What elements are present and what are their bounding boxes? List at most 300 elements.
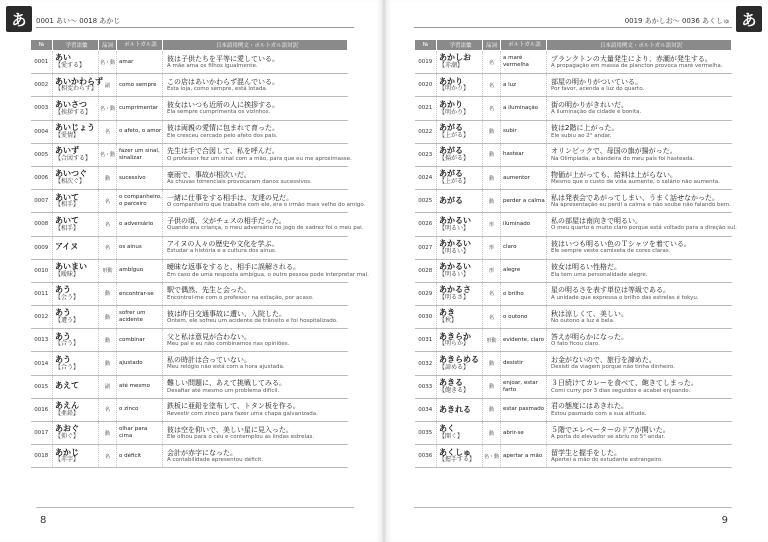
entry-number: 0017 [31,422,53,445]
entry-number: 0011 [31,282,53,305]
entry-example-cell [547,375,732,398]
entry-portuguese: encontrar-se [117,282,163,305]
entry-kanji: 【明かり】 [439,108,470,116]
entry-number: 0022 [415,120,437,143]
entry-word: あかり [439,99,463,109]
header-word: 学習語彙 [437,40,483,51]
entry-part-of-speech: 形動 [99,259,117,282]
entry-kanji: 【会う】 [55,294,80,302]
entry-example-cell [163,306,348,329]
example-portuguese: A iluminação da cidade é bonita. [551,109,642,116]
example-portuguese: A propagação em massa de plancton provoca maré vermelha. [551,62,723,69]
example-portuguese: A contabilidade apresentou déficit. [167,457,264,464]
entry-word: あかるい [439,262,471,272]
example-portuguese: Quando era criança, o meu adversário no jogo de xadrez foi o meu pai. [167,225,364,232]
entry-part-of-speech: 名 [483,306,501,329]
example-japanese: この店はあいかわらず混んでいる。 [167,77,279,86]
entry-kanji: 【明らか】 [439,340,470,348]
header-example: 日本語用例文・ポルトガル語対訳 [547,40,732,51]
entry-portuguese: o outono [501,306,547,329]
example-portuguese: O fato ficou claro. [551,341,600,348]
example-portuguese: Ela tem uma personalidade alegre. [551,271,648,278]
entry-number: 0010 [31,259,53,282]
entry-word: アイヌ [55,242,79,252]
entry-word-cell [437,398,483,421]
entry-example-cell [547,445,732,468]
entry-number: 0031 [415,329,437,352]
entry-portuguese: a maré vermelha [501,51,547,74]
entry-number: 0029 [415,282,437,305]
example-portuguese: O professor fez um sinal com a mão, para que eu me aproximasse. [167,155,352,162]
entry-example-cell [547,352,732,375]
entry-part-of-speech: 名 [99,445,117,468]
entry-part-of-speech: 名 [483,74,501,97]
entry-part-of-speech: 形 [483,236,501,259]
entry-example-cell [163,120,348,143]
entry-word-cell [437,259,483,282]
entry-kanji: 【相次ぐ】 [55,178,86,186]
example-portuguese: O meu quarto é muito claro porque está voltado para a direção sul. [551,225,737,232]
table-row [31,190,348,213]
footer-rule [36,507,354,508]
table-row [31,398,348,421]
example-japanese: 物価が上がっても、給料は上がらない。 [551,170,677,179]
entry-example-cell [163,213,364,236]
entry-example-cell [163,143,352,166]
section-tab: あ [736,6,762,32]
entry-word: あがる [439,146,463,156]
header-pos: 品詞 [99,40,117,51]
example-japanese: プランクトンの大量発生により、赤潮が発生する。 [551,54,712,63]
table-row [31,329,348,352]
table-row [31,51,348,74]
entry-word: あう [55,285,71,295]
entry-part-of-speech: 動 [483,143,501,166]
example-portuguese: Estou pasmado com a sua atitude. [551,410,647,417]
entry-word-cell [437,352,483,375]
example-portuguese: Por favor, acenda a luz do quarto. [551,86,645,93]
entry-kanji: 【明るい】 [439,270,470,278]
entry-kanji: 【相手】 [55,201,80,209]
running-header: 0001 あい〜 0018 あかじ [36,17,121,25]
entry-number: 0028 [415,259,437,282]
entry-part-of-speech: 動 [99,422,117,445]
example-portuguese: Ele cresceu cercado pelo afeto dos pais. [167,132,278,139]
entry-portuguese: o déficit [117,445,163,468]
entry-example-cell [547,74,732,97]
example-portuguese: Apertei a mão do estudante estrangeiro. [551,457,663,464]
example-japanese: 彼は空を仰いで、美しい星に見入った。 [167,425,293,434]
entry-number: 0002 [31,74,53,97]
entry-word-cell [53,352,99,375]
entry-portuguese: os ainus [117,236,163,259]
entry-word: あえて [55,381,79,391]
entry-example-cell [163,329,348,352]
table-row [415,282,732,305]
entry-part-of-speech: 動 [483,120,501,143]
entry-word-cell [53,213,99,236]
example-portuguese: No outono a luz é bela. [551,318,615,325]
entry-word-cell [53,120,99,143]
entry-kanji: 【飽きる】 [439,386,470,394]
header-portuguese: ポルトガル語 [117,40,163,51]
entry-example-cell [547,143,732,166]
entry-number: 0027 [415,236,437,259]
table-row [31,120,348,143]
entry-word-cell [53,166,99,189]
entry-example-cell [163,51,348,74]
entry-portuguese: aumentor [501,166,547,189]
entry-part-of-speech: 名・動 [483,445,501,468]
example-portuguese: Estudar a história e a cultura dos ainus. [167,248,277,255]
table-row [31,166,348,189]
entry-kanji: 【上がる】 [439,131,470,139]
entry-portuguese: ajustado [117,352,163,375]
entry-example-cell [163,74,348,97]
example-japanese: 星の明るさを表す単位は等級である。 [551,286,670,295]
example-japanese: 豪雨で、事故が相次いだ。 [167,170,251,179]
entry-number: 0025 [415,190,437,213]
entry-part-of-speech: 形動 [483,329,501,352]
entry-word: あおぐ [55,424,79,434]
entry-example-cell [163,398,348,421]
entry-kanji: 【相手】 [55,224,80,232]
example-japanese: 君の態度にはあきれた。 [551,402,628,411]
entry-portuguese: claro [501,236,547,259]
entry-example-cell [547,120,732,143]
example-portuguese: Meu pai e eu não combinamos nas opiniões. [167,341,290,348]
example-portuguese: Desafiar até mesmo um problema difícil. [167,387,280,394]
example-japanese: 留学生と握手をした。 [551,448,621,457]
example-japanese: 私の部屋は南向きで明るい。 [551,216,642,225]
entry-example-cell [547,166,732,189]
entry-kanji: 【遭う】 [55,317,80,325]
vocab-table [30,39,369,468]
entry-word: あかるい [439,238,471,248]
page-number: 8 [40,515,47,526]
entry-number: 0026 [415,213,437,236]
entry-part-of-speech: 動 [483,375,501,398]
example-japanese: 私は発表会であがってしまい、うまく話せなかった。 [551,193,719,202]
entry-word-cell [437,190,483,213]
entry-part-of-speech: 名・動 [99,51,117,74]
example-portuguese: A mãe ama os filhos igualmente. [167,62,258,69]
gutter-line [384,0,385,542]
table-header-row [415,40,732,51]
entry-word-cell [437,74,483,97]
entry-word: あがる [439,169,463,179]
table-body [415,51,737,468]
entry-portuguese: apertar a mão [501,445,547,468]
entry-part-of-speech: 動 [99,329,117,352]
example-japanese: 彼は子供たちを平等に愛している。 [167,54,279,63]
example-portuguese: Ele olhou para o céu e contemplou as lindas estrelas. [167,433,315,440]
entry-word: あいさつ [55,99,87,109]
entry-word-cell [53,236,99,259]
entry-kanji: 【握手する】 [439,456,476,464]
example-japanese: 街の明かりがきれいだ。 [551,100,628,109]
entry-example-cell [163,97,348,120]
entry-kanji: 【亜鉛】 [55,410,80,417]
entry-kanji: 【秋】 [439,317,458,325]
entry-part-of-speech: 名 [99,120,117,143]
table-row [415,306,732,329]
entry-number: 0004 [31,120,53,143]
entry-part-of-speech: 名・動 [99,143,117,166]
entry-portuguese: estar pasmado [501,398,547,421]
entry-portuguese: alegre [501,259,547,282]
entry-word: あう [55,354,71,364]
entry-word: あかり [439,76,463,86]
entry-example-cell [547,422,732,445]
entry-word-cell [437,422,483,445]
entry-kanji: 【揚がる】 [439,154,470,162]
entry-kanji: 【明るい】 [439,224,470,232]
entry-example-cell [547,97,732,120]
entry-kanji: 【明かり】 [439,85,470,93]
header-example: 日本語用例文・ポルトガル語対訳 [163,40,348,51]
entry-kanji: 【愛情】 [55,131,80,139]
entry-word-cell [53,97,99,120]
entry-word-cell [53,190,99,213]
entry-portuguese: até mesmo [117,375,163,398]
entry-part-of-speech: 動 [99,306,117,329]
example-japanese: 部屋の明かりがついている。 [551,77,642,86]
entry-number: 0005 [31,143,53,166]
entry-number: 0014 [31,352,53,375]
entry-part-of-speech: 動 [483,352,501,375]
table-row [31,352,348,375]
section-tab: あ [6,6,32,32]
example-portuguese: A unidade que expressa o brilho das estrelas é tokyu. [551,294,699,301]
entry-number: 0023 [415,143,437,166]
example-portuguese: As chuvas torrenciais provocaram danos sucessivos. [167,178,312,185]
vocab-table [414,39,737,468]
example-japanese: お金がないので、旅行を諦めた。 [551,356,656,365]
entry-word-cell [437,375,483,398]
example-japanese: 私の時計は合っていない。 [167,356,251,365]
running-header: 0019 あかしお〜 0036 あくしゅ [624,17,730,25]
entry-number: 0020 [415,74,437,97]
entry-word: あきらめる [439,354,479,364]
entry-portuguese: o afeto, o amor [117,120,163,143]
entry-number: 0016 [31,398,53,421]
entry-part-of-speech: 形 [483,259,501,282]
example-portuguese: A porta do elevador se abriu no 5° andar. [551,433,665,440]
entry-kanji: 【愛する】 [55,62,86,70]
entry-word-cell [437,143,483,166]
table-row [415,236,732,259]
example-japanese: 鉄板に亜鉛を塗布して、トタン板を作る。 [167,402,300,411]
example-portuguese: Desisti da viagem porque não tinha dinheiro. [551,364,675,371]
entry-word-cell [437,213,483,236]
entry-number: 0007 [31,190,53,213]
example-portuguese: Na apresentação eu perdi a calma e não soube não falando bem. [551,202,732,209]
entry-portuguese: o adversário [117,213,163,236]
table-row [415,166,732,189]
example-japanese: 子供の頃、父がチェスの相手だった。 [167,216,286,225]
entry-part-of-speech: 動 [483,190,501,213]
entry-number: 0009 [31,236,53,259]
table-row [415,213,732,236]
entry-word: あえん [55,401,79,411]
table-row [31,74,348,97]
example-japanese: 答えが明らかになった。 [551,332,628,341]
entry-word-cell [53,74,103,97]
table-row [31,259,348,282]
entry-word-cell [437,236,483,259]
entry-kanji: 【挨拶する】 [55,108,92,116]
table-row [415,97,732,120]
example-portuguese: Ele sempre veste camiseta de cores claras. [551,248,671,255]
entry-number: 0030 [415,306,437,329]
entry-example-cell [163,259,369,282]
entry-word: あき [439,308,455,318]
entry-kanji: 【上がる】 [439,178,470,186]
example-japanese: 彼はいつも明るい色のＴシャツを着ている。 [551,240,691,249]
entry-number: 0018 [31,445,53,468]
header-word: 学習語彙 [53,40,99,51]
table-row [31,236,348,259]
entry-word: あいて [55,192,79,202]
entry-example-cell [163,375,348,398]
entry-part-of-speech: 副 [99,375,117,398]
example-japanese: 彼は2階に上がった。 [551,124,619,133]
entry-word: あいて [55,215,79,225]
entry-example-cell [547,398,732,421]
entry-word-cell [437,120,483,143]
entry-word: あう [55,308,71,318]
example-japanese: オリンピックで、母国の旗が揚がった。 [551,147,677,156]
entry-portuguese: combinar [117,329,163,352]
entry-part-of-speech: 動 [99,282,117,305]
entry-example-cell [547,213,737,236]
entry-number: 0024 [415,166,437,189]
example-japanese: 父と私は意見が合わない。 [167,332,251,341]
entry-number: 0013 [31,329,53,352]
entry-kanji: 【合図する】 [55,154,92,162]
header-rule [414,27,732,28]
entry-word-cell [53,445,99,468]
entry-number: 0019 [415,51,437,74]
footer-rule [414,507,732,508]
entry-number: 0036 [415,445,437,468]
entry-word-cell [53,306,99,329]
entry-example-cell [547,259,732,282]
header-rule [36,27,354,28]
example-japanese: 彼は昨日交通事故に遭い、入院した。 [167,309,286,318]
example-japanese: 秋は涼しくて、美しい。 [551,309,628,318]
example-portuguese: Esta loja, como sempre, está lotada. [167,86,268,93]
entry-part-of-speech: 名 [99,190,117,213]
table-row [415,422,732,445]
entry-kanji: 【相変わらず】 [55,85,98,93]
table-row [415,398,732,421]
right-page [384,0,768,542]
page-number: 9 [721,515,728,526]
entry-word-cell [53,329,99,352]
example-japanese: 彼は両親の愛情に包まれて育った。 [167,124,279,133]
entry-portuguese: ambíguo [117,259,163,282]
entry-kanji: 【合う】 [55,363,80,371]
table-row [31,282,348,305]
entry-word: あいまい [55,262,87,272]
example-portuguese: Mesmo que o custo de vida aumente, o salário não aumenta. [551,178,720,185]
entry-part-of-speech: 動 [99,166,117,189]
example-japanese: 会計が赤字になった。 [167,448,237,457]
entry-word: あく [439,424,455,434]
entry-part-of-speech: 名 [99,236,117,259]
table-row [31,375,348,398]
entry-word: あがる [439,195,463,205]
entry-number: 0033 [415,375,437,398]
entry-word-cell [53,259,99,282]
entry-number: 0006 [31,166,53,189]
table-row [415,259,732,282]
entry-portuguese: como sempre [117,74,163,97]
table-row [415,51,732,74]
example-japanese: ５階でエレベーターのドアが開いた。 [551,425,670,434]
example-portuguese: Ele subiu ao 2° andar. [551,132,612,139]
table-row [31,213,348,236]
entry-word-cell [437,51,483,74]
table-row [31,306,348,329]
entry-word-cell [437,97,483,120]
example-portuguese: O companheiro que trabalha com ele, era o irmão mais velho do amigo. [167,202,366,209]
entry-part-of-speech: 名 [483,282,501,305]
entry-example-cell [547,306,732,329]
entry-number: 0003 [31,97,53,120]
example-japanese: 一緒に仕事をする相手は、友達の兄だ。 [167,193,293,202]
example-japanese: 先生は手で合図して、私を呼んだ。 [167,147,279,156]
entry-example-cell [163,445,348,468]
entry-portuguese: perder a calma [501,190,547,213]
table-row [415,352,732,375]
entry-example-cell [547,236,732,259]
entry-portuguese: evidente, claro [501,329,547,352]
entry-word: あう [55,331,71,341]
entry-part-of-speech: 副 [99,74,117,97]
table-row [31,97,348,120]
table-row [415,143,732,166]
entry-part-of-speech: 動 [483,422,501,445]
entry-word-cell [437,282,483,305]
entry-word-cell [437,166,483,189]
entry-example-cell [547,190,732,213]
example-japanese: 彼女はいつも近所の人に挨拶する。 [167,100,279,109]
entry-number: 0021 [415,97,437,120]
entry-number: 0032 [415,352,437,375]
header-portuguese: ポルトガル語 [501,40,547,51]
entry-kanji: 【合う】 [55,340,80,348]
entry-number: 0001 [31,51,53,74]
example-portuguese: Encontrei-me com o professor na estação, por acaso. [167,294,314,301]
entry-example-cell [547,282,732,305]
entry-part-of-speech: 動 [483,398,501,421]
entry-part-of-speech: 名 [99,213,117,236]
entry-word-cell [53,422,99,445]
entry-kanji: 【曖昧】 [55,270,80,278]
entry-word: あきらか [439,331,471,341]
entry-portuguese: iluminado [501,213,547,236]
entry-part-of-speech: 動 [99,352,117,375]
table-row [415,120,732,143]
entry-word-cell [437,306,483,329]
example-portuguese: Meu relógio não está com a hora ajustada. [167,364,285,371]
entry-example-cell [163,190,366,213]
example-japanese: 駅で偶然、先生と会った。 [167,286,251,295]
entry-word-cell [53,398,99,421]
